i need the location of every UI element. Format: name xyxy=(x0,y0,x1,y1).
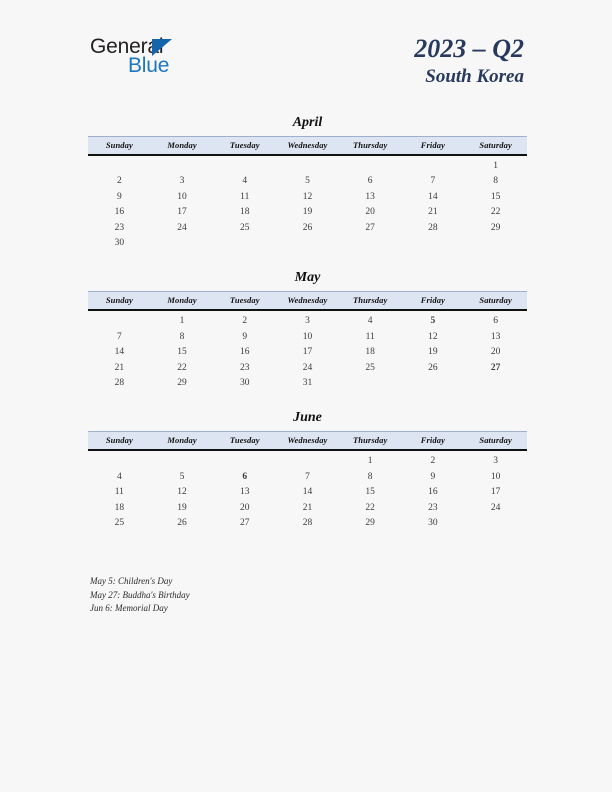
day-cell[interactable]: 12 xyxy=(177,487,187,498)
day-cell[interactable]: 16 xyxy=(240,347,250,358)
day-cell[interactable]: 17 xyxy=(302,347,313,358)
day-cell-empty xyxy=(339,376,402,391)
day-cell[interactable]: 11 xyxy=(240,191,250,202)
day-cell[interactable]: 29 xyxy=(490,222,501,233)
day-cell-empty xyxy=(151,450,214,469)
day-cell-empty xyxy=(151,236,214,251)
day-cell[interactable]: 12 xyxy=(428,331,438,342)
day-cell[interactable]: 26 xyxy=(302,222,313,233)
week-row xyxy=(88,376,527,391)
day-cell[interactable]: 15 xyxy=(177,347,187,358)
weekday-header-saturday: Saturday xyxy=(464,432,527,451)
day-cell[interactable]: 12 xyxy=(302,191,313,202)
weekday-header-monday: Monday xyxy=(151,292,214,311)
day-cell[interactable]: 5 xyxy=(179,471,185,482)
day-cell-empty xyxy=(151,155,214,174)
day-cell[interactable]: 24 xyxy=(177,222,187,233)
general-blue-logo[interactable] xyxy=(90,36,250,82)
day-cell[interactable]: 27 xyxy=(240,518,250,529)
day-cell[interactable]: 21 xyxy=(114,362,125,373)
month-title: June xyxy=(293,410,322,426)
day-cell[interactable]: 23 xyxy=(428,502,438,513)
week-row xyxy=(88,330,527,345)
day-cell[interactable]: 18 xyxy=(240,207,250,218)
day-cell[interactable]: 4 xyxy=(116,471,122,482)
day-cell[interactable]: 7 xyxy=(116,331,122,342)
day-cell[interactable]: 6 xyxy=(367,176,373,187)
day-cell[interactable]: 1 xyxy=(367,456,373,467)
day-cell-empty xyxy=(88,155,151,174)
weekday-header-tuesday: Tuesday xyxy=(213,292,276,311)
day-cell[interactable]: 19 xyxy=(302,207,313,218)
month-title: April xyxy=(292,115,323,130)
holiday-note: Jun 6: Memorial Day xyxy=(90,603,168,613)
weekday-header-saturday: Saturday xyxy=(464,292,527,311)
month-block xyxy=(88,113,527,251)
day-cell[interactable]: 15 xyxy=(365,487,375,498)
page-subtitle: South Korea xyxy=(425,66,524,87)
day-cell[interactable]: 19 xyxy=(428,347,438,358)
day-cell[interactable]: 28 xyxy=(302,518,313,529)
title-block xyxy=(414,34,524,89)
weekday-header-monday: Monday xyxy=(151,137,214,156)
page-header xyxy=(0,0,612,100)
month-grid xyxy=(88,431,527,531)
day-cell[interactable]: 20 xyxy=(490,347,501,358)
day-cell[interactable]: 2 xyxy=(242,316,248,327)
day-cell[interactable]: 24 xyxy=(302,362,313,373)
day-cell[interactable]: 18 xyxy=(114,502,125,513)
day-cell[interactable]: 2 xyxy=(430,456,436,467)
day-cell[interactable]: 3 xyxy=(305,316,310,327)
day-cell[interactable]: 13 xyxy=(240,487,250,498)
day-cell[interactable]: 1 xyxy=(493,161,498,171)
day-cell[interactable]: 27 xyxy=(365,222,375,233)
day-cell[interactable]: 14 xyxy=(302,487,313,498)
day-cell[interactable]: 18 xyxy=(365,347,375,358)
day-cell[interactable]: 29 xyxy=(177,378,187,389)
weekday-header-friday: Friday xyxy=(402,292,465,311)
weekday-header-saturday: Saturday xyxy=(464,137,527,156)
month-grid xyxy=(88,291,527,391)
day-cell[interactable]: 7 xyxy=(305,471,310,482)
day-cell[interactable]: 3 xyxy=(493,456,498,467)
day-cell[interactable]: 4 xyxy=(242,176,248,187)
day-cell[interactable]: 8 xyxy=(179,331,185,342)
page-title: 2023 – Q2 xyxy=(414,34,524,63)
day-cell[interactable]: 10 xyxy=(302,331,313,342)
day-cell[interactable]: 21 xyxy=(302,502,313,513)
day-cell[interactable]: 30 xyxy=(428,518,438,529)
day-cell[interactable]: 13 xyxy=(490,331,501,342)
day-cell[interactable]: 8 xyxy=(493,176,498,187)
week-row xyxy=(88,236,527,251)
month-grid xyxy=(88,136,527,251)
day-cell-empty xyxy=(402,155,465,174)
holiday-note: May 27: Buddha's Birthday xyxy=(90,589,190,600)
week-row xyxy=(88,450,527,469)
day-cell[interactable]: 7 xyxy=(430,176,436,187)
day-cell[interactable]: 24 xyxy=(490,502,501,513)
week-row xyxy=(88,485,527,500)
week-row xyxy=(88,174,527,189)
day-cell[interactable]: 28 xyxy=(428,222,438,233)
week-row xyxy=(88,310,527,329)
day-cell[interactable]: 9 xyxy=(242,331,248,342)
day-cell[interactable]: 25 xyxy=(365,362,375,373)
day-cell[interactable]: 31 xyxy=(302,378,313,389)
logo-text-general: General xyxy=(90,35,164,58)
day-cell-empty xyxy=(276,450,339,469)
weekday-header-tuesday: Tuesday xyxy=(213,137,276,156)
day-cell-holiday[interactable]: 27 xyxy=(490,362,501,373)
weekday-header-friday: Friday xyxy=(402,432,465,451)
month-block xyxy=(88,268,527,391)
day-cell[interactable]: 16 xyxy=(428,487,438,498)
day-cell[interactable]: 30 xyxy=(240,378,250,389)
day-cell[interactable]: 28 xyxy=(114,378,125,389)
day-cell[interactable]: 25 xyxy=(240,222,250,233)
day-cell-empty xyxy=(276,236,339,251)
day-cell[interactable]: 3 xyxy=(179,176,185,187)
day-cell-empty xyxy=(402,236,465,251)
day-cell[interactable]: 1 xyxy=(179,316,185,327)
day-cell[interactable]: 30 xyxy=(114,238,125,249)
day-cell[interactable]: 11 xyxy=(365,331,375,342)
day-cell-empty xyxy=(464,516,527,531)
day-cell-empty xyxy=(213,155,276,174)
day-cell-empty xyxy=(339,155,402,174)
weekday-header-tuesday: Tuesday xyxy=(213,432,276,451)
day-cell[interactable]: 4 xyxy=(367,316,373,327)
weekday-header-wednesday: Wednesday xyxy=(276,432,339,451)
holiday-note: May 5: Children's Day xyxy=(90,576,173,586)
day-cell-empty xyxy=(464,376,527,391)
day-cell[interactable]: 16 xyxy=(114,207,125,218)
day-cell[interactable]: 20 xyxy=(365,207,375,218)
day-cell[interactable]: 10 xyxy=(177,191,187,202)
weekday-header-sunday: Sunday xyxy=(88,137,151,156)
day-cell[interactable]: 9 xyxy=(116,191,122,202)
day-cell[interactable]: 17 xyxy=(177,207,187,218)
day-cell-empty xyxy=(402,376,465,391)
day-cell-holiday[interactable]: 5 xyxy=(430,316,436,327)
day-cell[interactable]: 17 xyxy=(490,487,501,498)
weekday-header-wednesday: Wednesday xyxy=(276,292,339,311)
day-cell[interactable]: 10 xyxy=(490,471,501,482)
day-cell-empty xyxy=(213,236,276,251)
week-row xyxy=(88,361,527,376)
month-block xyxy=(88,408,527,531)
day-cell[interactable]: 21 xyxy=(428,207,438,218)
day-cell[interactable]: 26 xyxy=(428,362,438,373)
day-cell[interactable]: 25 xyxy=(114,518,125,529)
weekday-header-wednesday: Wednesday xyxy=(276,137,339,156)
day-cell[interactable]: 19 xyxy=(177,502,187,513)
day-cell[interactable]: 14 xyxy=(428,191,438,202)
day-cell[interactable]: 23 xyxy=(114,222,125,233)
day-cell-holiday[interactable]: 6 xyxy=(242,471,248,482)
day-cell[interactable]: 22 xyxy=(177,362,187,373)
day-cell[interactable]: 5 xyxy=(305,176,310,187)
week-row xyxy=(88,516,527,531)
week-row xyxy=(88,155,527,174)
day-cell[interactable]: 22 xyxy=(365,502,375,513)
day-cell[interactable]: 13 xyxy=(365,191,375,202)
day-cell[interactable]: 26 xyxy=(177,518,187,529)
week-row xyxy=(88,190,527,205)
day-cell[interactable]: 20 xyxy=(240,502,250,513)
weekday-header-sunday: Sunday xyxy=(88,292,151,311)
day-cell[interactable]: 15 xyxy=(490,191,501,202)
weekday-header-thursday: Thursday xyxy=(339,292,402,311)
weekday-header-row xyxy=(88,137,527,156)
day-cell-empty xyxy=(339,236,402,251)
day-cell[interactable]: 14 xyxy=(114,347,125,358)
day-cell-empty xyxy=(276,155,339,174)
calendar-months xyxy=(88,113,527,549)
holiday-notes xyxy=(90,575,420,616)
day-cell[interactable]: 22 xyxy=(490,207,501,218)
weekday-header-thursday: Thursday xyxy=(339,137,402,156)
day-cell[interactable]: 11 xyxy=(114,487,124,498)
day-cell[interactable]: 23 xyxy=(240,362,250,373)
weekday-header-row xyxy=(88,432,527,451)
day-cell-empty xyxy=(88,450,151,469)
day-cell-empty xyxy=(464,236,527,251)
week-row xyxy=(88,345,527,360)
day-cell[interactable]: 8 xyxy=(367,471,373,482)
day-cell[interactable]: 2 xyxy=(116,176,122,187)
day-cell[interactable]: 6 xyxy=(493,316,498,327)
week-row xyxy=(88,470,527,485)
weekday-header-monday: Monday xyxy=(151,432,214,451)
weekday-header-friday: Friday xyxy=(402,137,465,156)
day-cell-empty xyxy=(213,450,276,469)
week-row xyxy=(88,205,527,220)
weekday-header-row xyxy=(88,292,527,311)
weekday-header-thursday: Thursday xyxy=(339,432,402,451)
week-row xyxy=(88,501,527,516)
week-row xyxy=(88,221,527,236)
logo-text-blue: Blue xyxy=(128,54,170,77)
day-cell[interactable]: 29 xyxy=(365,518,375,529)
day-cell[interactable]: 9 xyxy=(430,471,436,482)
weekday-header-sunday: Sunday xyxy=(88,432,151,451)
day-cell-empty xyxy=(88,310,151,329)
month-title: May xyxy=(294,270,321,286)
